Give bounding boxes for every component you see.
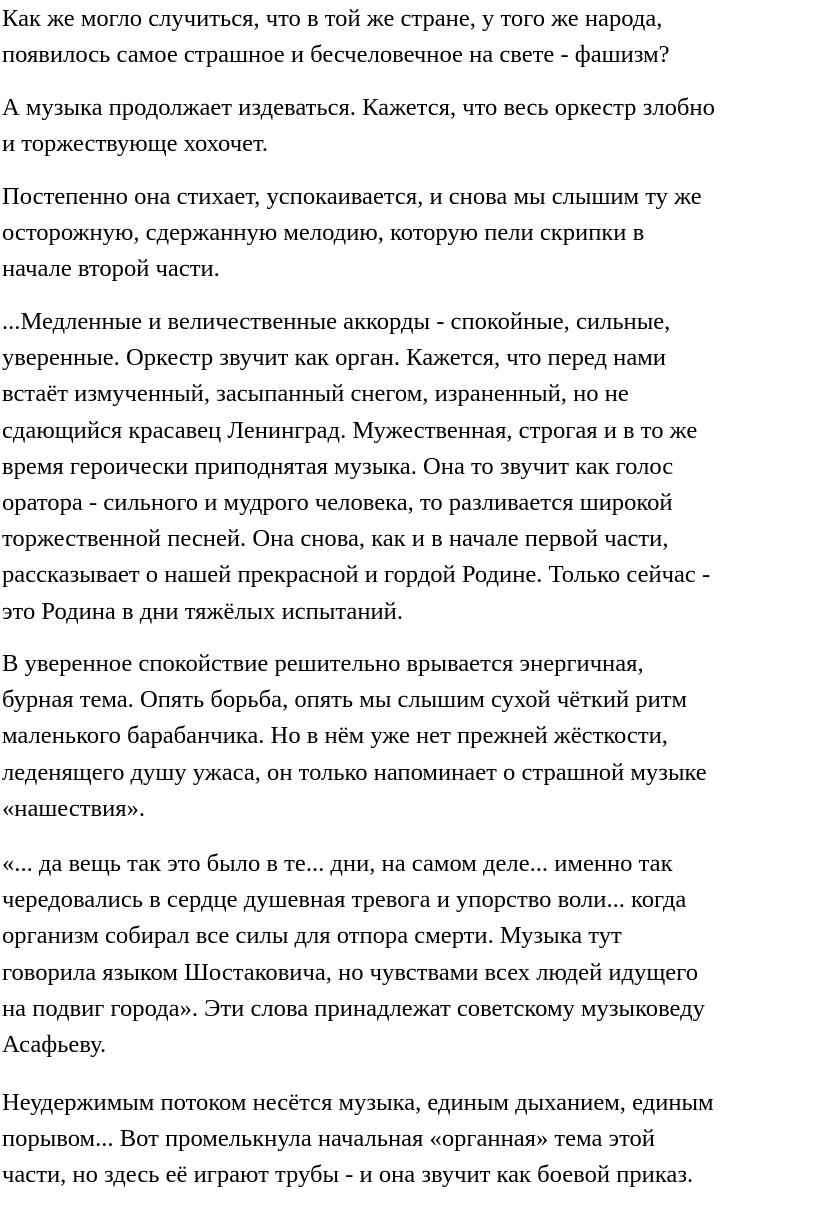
text-line: появилось самое страшное и бесчеловечное на свете - фашизм? (2, 41, 670, 69)
text-line: это Родина в дни тяжёлых испытаний. (2, 597, 403, 625)
text-line: Асафьеву. (2, 1030, 107, 1058)
text-line: А музыка продолжает издеваться. Кажется, что весь оркестр злобно (2, 94, 715, 121)
text-line: рассказывает о нашей прекрасной и гордой Родине. Только сейчас - (2, 561, 711, 589)
text-line: время героически приподнятая музыка. Она то звучит как голос (2, 452, 674, 480)
text-line: маленького барабанчика. Но в нём уже нет прежней жёсткости, (2, 722, 668, 750)
text-line: начале второй части. (2, 255, 220, 283)
text-line: уверенные. Оркестр звучит как орган. Кажется, что перед нами (2, 344, 666, 372)
paragraph-2 (2, 90, 715, 162)
text-line: Постепенно она стихает, успокаивается, и снова мы слышим ту же (2, 183, 702, 210)
text-line: говорила языком Шостаковича, но чувствами всех людей идущего (2, 958, 698, 986)
text-line: «... да вещь так это было в те... дни, на самом деле... именно так (2, 850, 673, 877)
text-line: ...Медленные и величественные аккорды - спокойные, сильные, (2, 308, 671, 335)
text-line: осторожную, сдержанную мелодию, которую пели скрипки в (2, 219, 645, 247)
text-line: В уверенное спокойствие решительно врывается энергичная, (2, 650, 644, 677)
text-line: части, но здесь её играют трубы - и она звучит как боевой приказ. (2, 1161, 694, 1189)
text-line: сдающийся красавец Ленинград. Мужественная, строгая и в то же (2, 416, 698, 444)
text-line: организм собирал все силы для отпора смерти. Музыка тут (2, 922, 622, 950)
text-line: Как же могло случиться, что в той же стране, у того же народа, (2, 5, 663, 32)
paragraph-3 (2, 179, 702, 288)
text-line: на подвиг города». Эти слова принадлежат советскому музыковеду (2, 994, 705, 1022)
paragraph-4 (2, 304, 710, 630)
paragraph-1 (2, 1, 670, 73)
text-line: леденящего душу ужаса, он только напоминает о страшной музыке (2, 758, 707, 786)
text-line: оратора - сильного и мудрого человека, то разливается широкой (2, 488, 673, 516)
text-line: чередовались в сердце душевная тревога и упорство воли... когда (2, 886, 687, 914)
paragraph-5 (2, 646, 707, 827)
paragraph-6 (2, 846, 705, 1063)
text-line: порывом... Вот промелькнула начальная «органная» тема этой (2, 1125, 655, 1153)
text-line: и торжествующе хохочет. (2, 130, 269, 158)
text-line: «нашествия». (2, 794, 146, 822)
text-line: встаёт измученный, засыпанный снегом, израненный, но не (2, 380, 629, 408)
text-line: бурная тема. Опять борьба, опять мы слышим сухой чёткий ритм (2, 686, 688, 714)
paragraph-7 (2, 1085, 714, 1194)
text-line: Неудержимым потоком несётся музыка, единым дыханием, единым (2, 1089, 714, 1116)
text-line: торжественной песней. Она снова, как и в начале первой части, (2, 525, 669, 553)
